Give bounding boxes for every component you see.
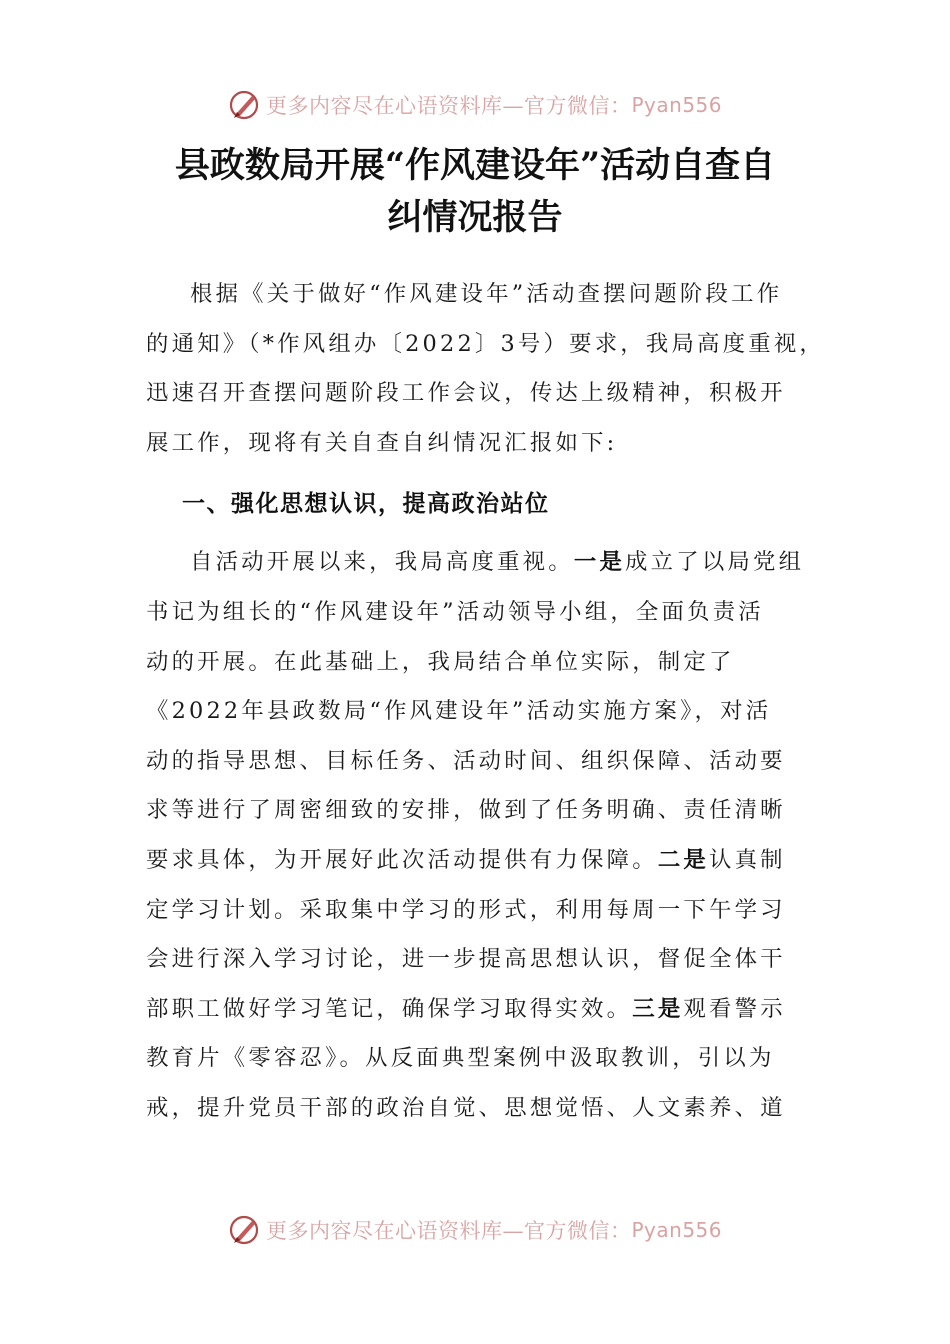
title-line-2: 纠情况报告 [387,197,563,238]
watermark-text: 更多内容尽在心语资料库—官方微信： [265,94,632,118]
paragraph-line: 《2022年县政数局“作风建设年”活动实施方案》，对活 [146,698,772,725]
document-body [146,270,826,1134]
paragraph-line: 动的开展。在此基础上，我局结合单位实际，制定了 [146,648,735,675]
keyword-third: 三是 [632,995,684,1022]
pen-logo-icon [228,1213,262,1247]
paragraph-line: 自活动开展以来，我局高度重视。一是成立了以局党组 [190,549,805,576]
keyword-first: 一是 [573,549,626,576]
paragraph-line: 戒，提升党员干部的政治自觉、思想觉悟、人文素养、道 [146,1094,786,1121]
keyword-second: 二是 [657,846,709,873]
header-watermark [0,83,950,127]
intro-line: 根据《关于做好“作风建设年”活动查摆问题阶段工作 [190,281,783,307]
section-heading: 一、强化思想认识，提高政治站位 [182,490,550,518]
watermark-wechat-id: Pyan556 [631,1218,722,1242]
watermark-wechat-id: Pyan556 [631,93,722,117]
paragraph-line: 会进行深入学习讨论，进一步提高思想认识，督促全体干 [146,946,786,973]
paragraph-line: 动的指导思想、目标任务、活动时间、组织保障、活动要 [146,747,786,774]
paragraph-line: 求等进行了周密细致的安排，做到了任务明确、责任清晰 [146,797,786,824]
paragraph-line: 要求具体，为开展好此次活动提供有力保障。二是认真制 [146,846,786,873]
intro-paragraph [146,270,826,468]
title-line-1: 县政数局开展“作风建设年”活动自查自 [174,145,776,186]
paragraph-line: 部职工做好学习笔记，确保学习取得实效。三是观看警示 [146,995,786,1022]
intro-line: 展工作，现将有关自查自纠情况汇报如下: [146,429,618,456]
paragraph-line: 书记为组长的“作风建设年”活动领导小组，全面负责活 [146,598,764,625]
paragraph-line: 定学习计划。采取集中学习的形式，利用每周一下午学习 [146,896,786,923]
watermark-text: 更多内容尽在心语资料库—官方微信： [265,1219,632,1243]
footer-watermark [0,1208,950,1252]
intro-line: 迅速召开查摆问题阶段工作会议，传达上级精神，积极开 [146,380,786,407]
pen-logo-icon [228,88,262,122]
paragraph-line: 教育片《零容忍》。从反面典型案例中汲取教训，引以为 [146,1045,775,1072]
section-paragraph [146,538,808,1133]
document-title [140,140,810,244]
intro-line: 的通知》（*作风组办〔2022〕3号）要求，我局高度重视， [146,330,826,357]
